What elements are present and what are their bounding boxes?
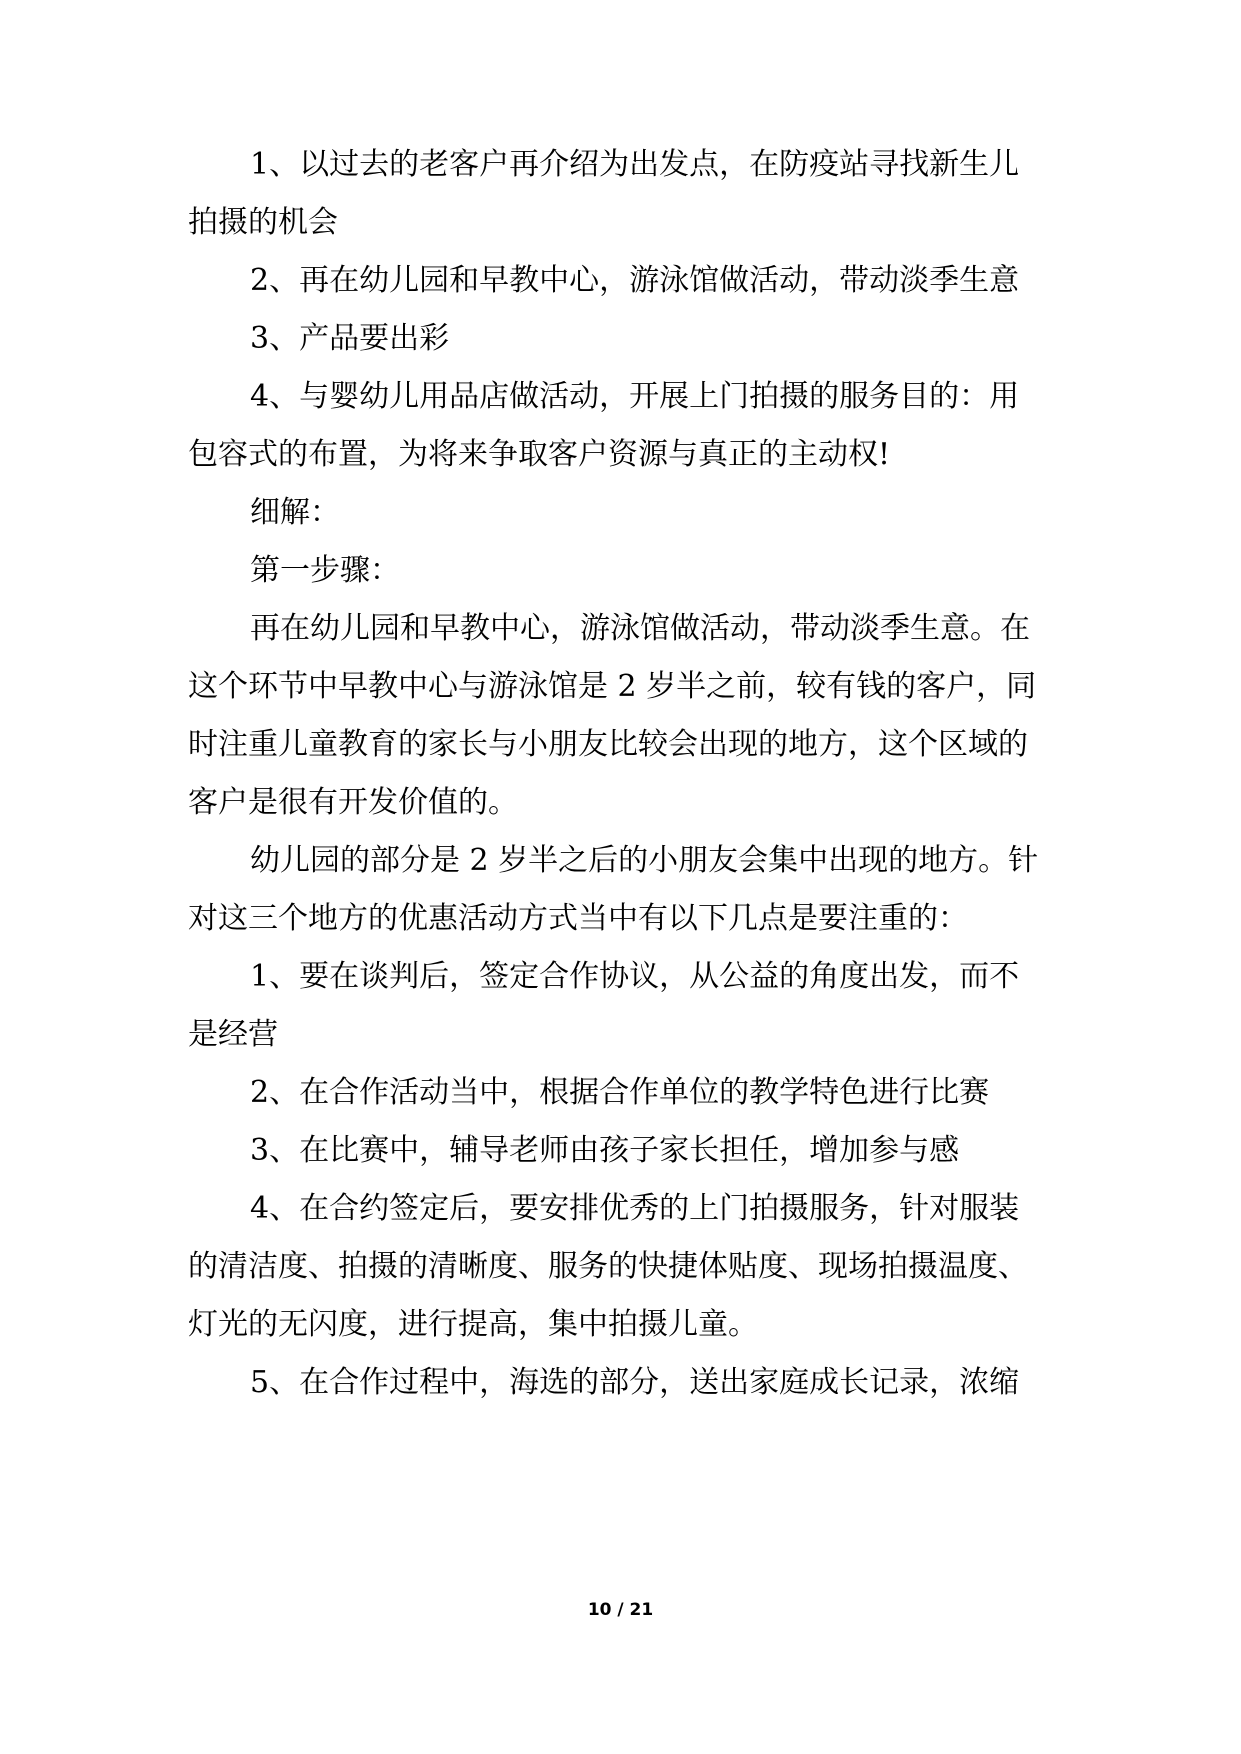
paragraph-line: 的清洁度、拍摄的清晰度、服务的快捷体贴度、现场拍摄温度、 [188,1249,1028,1284]
page-number: 10 / 21 [587,1600,654,1620]
paragraph-line: 幼儿园的部分是 2 岁半之后的小朋友会集中出现的地方。针 [250,843,1039,878]
paragraph-line: 2、在合作活动当中，根据合作单位的教学特色进行比赛 [250,1075,990,1110]
paragraph-line: 2、再在幼儿园和早教中心，游泳馆做活动，带动淡季生意 [250,263,1020,298]
paragraph-line: 是经营 [188,1017,278,1052]
paragraph-line: 再在幼儿园和早教中心，游泳馆做活动，带动淡季生意。在 [250,611,1030,646]
paragraph-line: 4、与婴幼儿用品店做活动，开展上门拍摄的服务目的：用 [250,379,1020,414]
section-label: 细解： [250,495,340,530]
step-heading: 第一步骤： [250,553,400,588]
paragraph-line: 3、产品要出彩 [250,321,450,356]
paragraph-line: 拍摄的机会 [188,205,338,240]
paragraph-line: 包容式的布置，为将来争取客户资源与真正的主动权! [188,437,891,472]
paragraph-line: 对这三个地方的优惠活动方式当中有以下几点是要注重的： [188,901,968,936]
paragraph-line: 1、以过去的老客户再介绍为出发点，在防疫站寻找新生儿 [250,147,1020,182]
paragraph-line: 这个环节中早教中心与游泳馆是 2 岁半之前，较有钱的客户，同 [188,669,1037,704]
paragraph-line: 1、要在谈判后，签定合作协议，从公益的角度出发，而不 [250,959,1020,994]
paragraph-line: 灯光的无闪度，进行提高，集中拍摄儿童。 [188,1307,758,1342]
paragraph-line: 客户是很有开发价值的。 [188,785,518,820]
paragraph-line: 3、在比赛中，辅导老师由孩子家长担任，增加参与感 [250,1133,960,1168]
paragraph-line: 4、在合约签定后，要安排优秀的上门拍摄服务，针对服装 [250,1191,1020,1226]
paragraph-line: 5、在合作过程中，海选的部分，送出家庭成长记录，浓缩 [250,1365,1020,1400]
paragraph-line: 时注重儿童教育的家长与小朋友比较会出现的地方，这个区域的 [188,727,1028,762]
